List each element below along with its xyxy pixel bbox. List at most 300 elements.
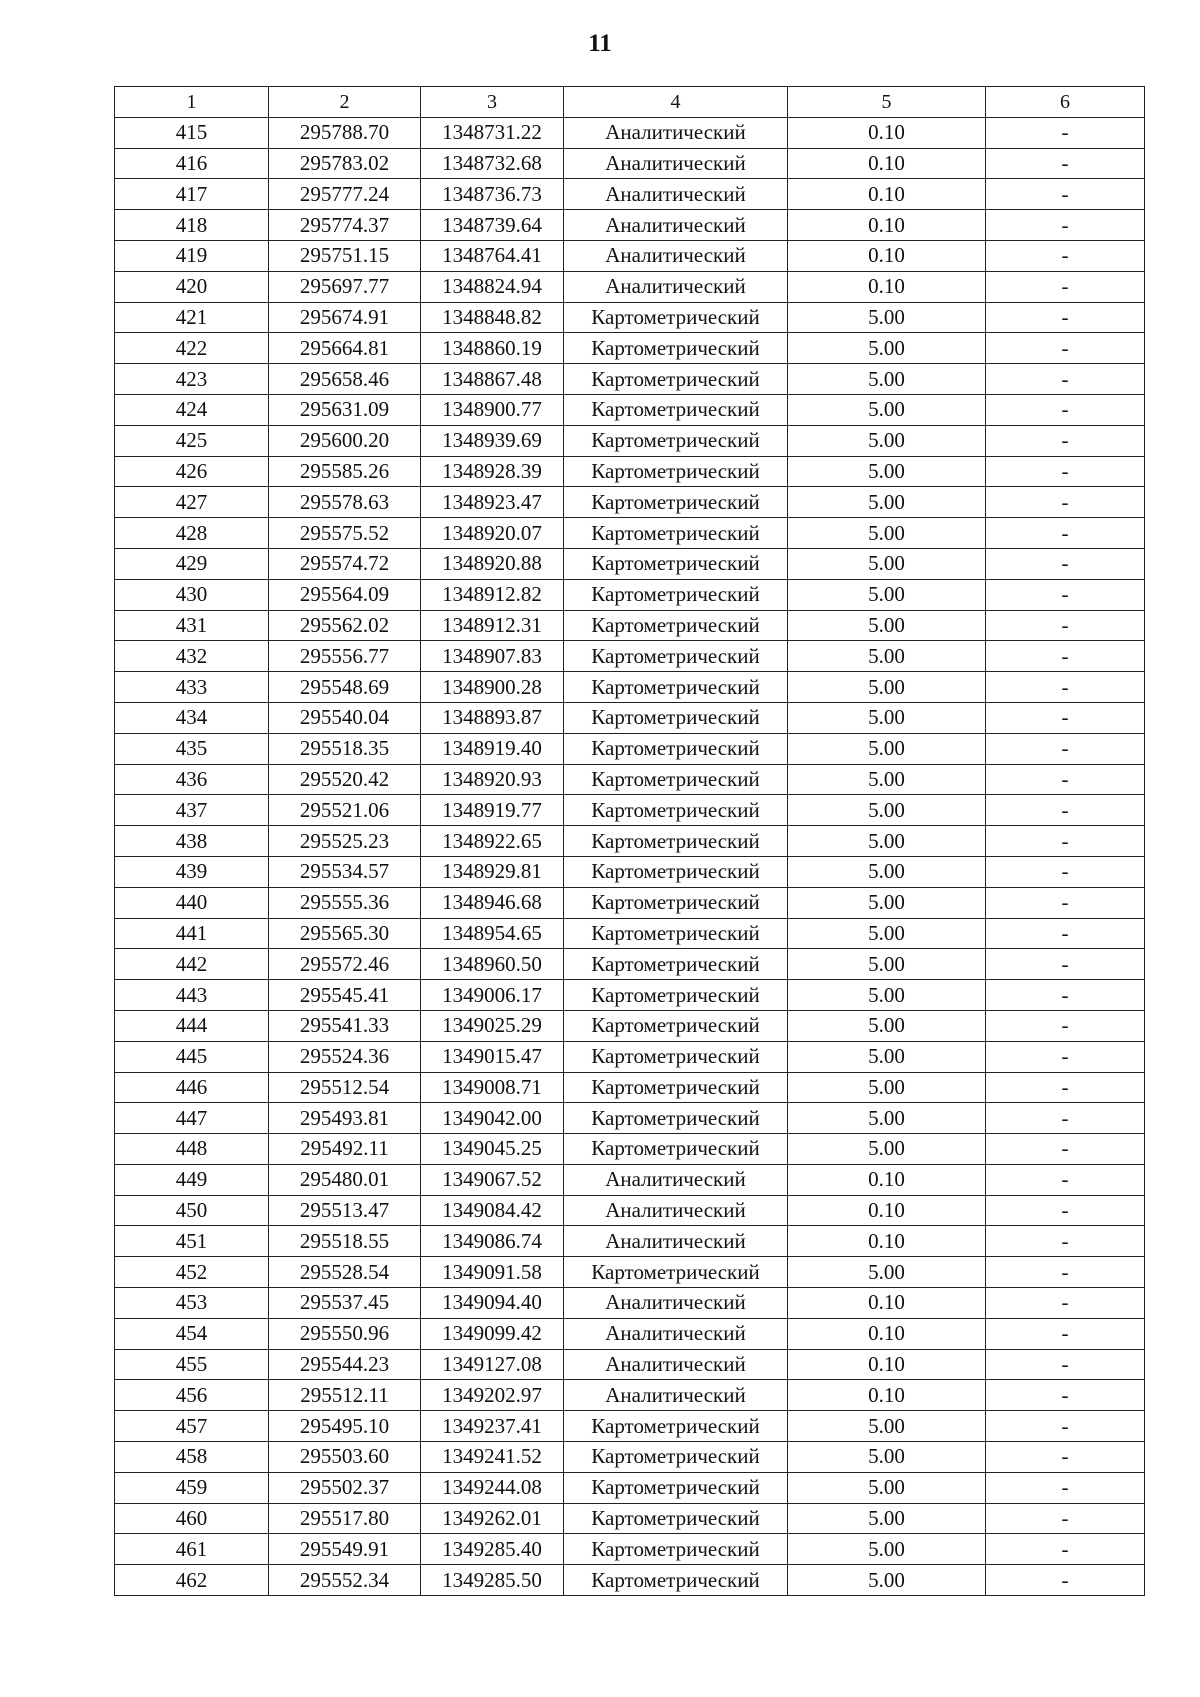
note-cell: - [986, 1195, 1145, 1226]
y-coordinate-cell: 1348923.47 [421, 487, 564, 518]
accuracy-cell: 5.00 [788, 1103, 986, 1134]
accuracy-cell: 5.00 [788, 456, 986, 487]
table-row [115, 394, 1145, 425]
note-cell: - [986, 425, 1145, 456]
method-cell: Картометрический [564, 1041, 788, 1072]
y-coordinate-cell: 1348920.07 [421, 518, 564, 549]
point-number-cell: 454 [115, 1318, 269, 1349]
accuracy-cell: 5.00 [788, 548, 986, 579]
method-cell: Картометрический [564, 1565, 788, 1596]
x-coordinate-cell: 295513.47 [269, 1195, 421, 1226]
point-number-cell: 421 [115, 302, 269, 333]
note-cell: - [986, 1442, 1145, 1473]
method-cell: Картометрический [564, 425, 788, 456]
table-row [115, 302, 1145, 333]
y-coordinate-cell: 1348919.40 [421, 733, 564, 764]
y-coordinate-cell: 1348912.31 [421, 610, 564, 641]
accuracy-cell: 5.00 [788, 672, 986, 703]
note-cell: - [986, 1411, 1145, 1442]
table-row [115, 887, 1145, 918]
note-cell: - [986, 1380, 1145, 1411]
method-cell: Картометрический [564, 980, 788, 1011]
method-cell: Аналитический [564, 1349, 788, 1380]
accuracy-cell: 5.00 [788, 795, 986, 826]
x-coordinate-cell: 295600.20 [269, 425, 421, 456]
y-coordinate-cell: 1349091.58 [421, 1257, 564, 1288]
y-coordinate-cell: 1348732.68 [421, 148, 564, 179]
x-coordinate-cell: 295502.37 [269, 1472, 421, 1503]
point-number-cell: 433 [115, 672, 269, 703]
point-number-cell: 431 [115, 610, 269, 641]
y-coordinate-cell: 1349084.42 [421, 1195, 564, 1226]
accuracy-cell: 5.00 [788, 487, 986, 518]
point-number-cell: 453 [115, 1288, 269, 1319]
method-cell: Картометрический [564, 1442, 788, 1473]
method-cell: Аналитический [564, 210, 788, 241]
x-coordinate-cell: 295548.69 [269, 672, 421, 703]
table-row [115, 456, 1145, 487]
point-number-cell: 427 [115, 487, 269, 518]
x-coordinate-cell: 295525.23 [269, 826, 421, 857]
note-cell: - [986, 364, 1145, 395]
point-number-cell: 428 [115, 518, 269, 549]
note-cell: - [986, 210, 1145, 241]
table-row [115, 1411, 1145, 1442]
point-number-cell: 429 [115, 548, 269, 579]
x-coordinate-cell: 295788.70 [269, 117, 421, 148]
note-cell: - [986, 733, 1145, 764]
x-coordinate-cell: 295545.41 [269, 980, 421, 1011]
point-number-cell: 418 [115, 210, 269, 241]
table-row [115, 425, 1145, 456]
note-cell: - [986, 394, 1145, 425]
method-cell: Картометрический [564, 1503, 788, 1534]
y-coordinate-cell: 1348764.41 [421, 240, 564, 271]
table-row [115, 1380, 1145, 1411]
x-coordinate-cell: 295503.60 [269, 1442, 421, 1473]
table-body [115, 87, 1145, 1596]
method-cell: Картометрический [564, 579, 788, 610]
method-cell: Аналитический [564, 1164, 788, 1195]
y-coordinate-cell: 1348954.65 [421, 918, 564, 949]
table-row [115, 240, 1145, 271]
point-number-cell: 448 [115, 1134, 269, 1165]
y-coordinate-cell: 1348920.88 [421, 548, 564, 579]
table-row [115, 1164, 1145, 1195]
y-coordinate-cell: 1348736.73 [421, 179, 564, 210]
x-coordinate-cell: 295564.09 [269, 579, 421, 610]
accuracy-cell: 0.10 [788, 1318, 986, 1349]
method-cell: Аналитический [564, 117, 788, 148]
accuracy-cell: 0.10 [788, 148, 986, 179]
y-coordinate-cell: 1348848.82 [421, 302, 564, 333]
table-row [115, 1565, 1145, 1596]
y-coordinate-cell: 1349086.74 [421, 1226, 564, 1257]
x-coordinate-cell: 295534.57 [269, 856, 421, 887]
point-number-cell: 445 [115, 1041, 269, 1072]
table-row [115, 1072, 1145, 1103]
point-number-cell: 424 [115, 394, 269, 425]
y-coordinate-cell: 1349285.40 [421, 1534, 564, 1565]
method-cell: Картометрический [564, 702, 788, 733]
accuracy-cell: 5.00 [788, 1534, 986, 1565]
accuracy-cell: 0.10 [788, 1349, 986, 1380]
x-coordinate-cell: 295664.81 [269, 333, 421, 364]
note-cell: - [986, 240, 1145, 271]
accuracy-cell: 0.10 [788, 1195, 986, 1226]
method-cell: Картометрический [564, 518, 788, 549]
table-header-row [115, 87, 1145, 118]
table-row [115, 1349, 1145, 1380]
accuracy-cell: 0.10 [788, 1226, 986, 1257]
accuracy-cell: 5.00 [788, 333, 986, 364]
note-cell: - [986, 1472, 1145, 1503]
point-number-cell: 436 [115, 764, 269, 795]
x-coordinate-cell: 295537.45 [269, 1288, 421, 1319]
table-row [115, 1010, 1145, 1041]
note-cell: - [986, 1134, 1145, 1165]
accuracy-cell: 5.00 [788, 918, 986, 949]
accuracy-cell: 5.00 [788, 1565, 986, 1596]
method-cell: Картометрический [564, 1472, 788, 1503]
point-number-cell: 435 [115, 733, 269, 764]
table-row [115, 117, 1145, 148]
x-coordinate-cell: 295631.09 [269, 394, 421, 425]
table-row [115, 641, 1145, 672]
x-coordinate-cell: 295480.01 [269, 1164, 421, 1195]
method-cell: Аналитический [564, 1288, 788, 1319]
accuracy-cell: 5.00 [788, 394, 986, 425]
accuracy-cell: 5.00 [788, 764, 986, 795]
table-row [115, 1318, 1145, 1349]
header-cell-1: 1 [115, 87, 269, 118]
x-coordinate-cell: 295549.91 [269, 1534, 421, 1565]
point-number-cell: 439 [115, 856, 269, 887]
table-row [115, 1442, 1145, 1473]
note-cell: - [986, 1565, 1145, 1596]
method-cell: Картометрический [564, 826, 788, 857]
y-coordinate-cell: 1348922.65 [421, 826, 564, 857]
accuracy-cell: 5.00 [788, 364, 986, 395]
x-coordinate-cell: 295495.10 [269, 1411, 421, 1442]
x-coordinate-cell: 295552.34 [269, 1565, 421, 1596]
table-row [115, 1257, 1145, 1288]
accuracy-cell: 0.10 [788, 210, 986, 241]
point-number-cell: 425 [115, 425, 269, 456]
note-cell: - [986, 795, 1145, 826]
note-cell: - [986, 856, 1145, 887]
method-cell: Картометрический [564, 394, 788, 425]
x-coordinate-cell: 295518.55 [269, 1226, 421, 1257]
y-coordinate-cell: 1349015.47 [421, 1041, 564, 1072]
note-cell: - [986, 579, 1145, 610]
method-cell: Картометрический [564, 795, 788, 826]
accuracy-cell: 0.10 [788, 1380, 986, 1411]
accuracy-cell: 5.00 [788, 980, 986, 1011]
method-cell: Аналитический [564, 1318, 788, 1349]
point-number-cell: 441 [115, 918, 269, 949]
x-coordinate-cell: 295562.02 [269, 610, 421, 641]
table-row [115, 579, 1145, 610]
method-cell: Картометрический [564, 1257, 788, 1288]
table-row [115, 1134, 1145, 1165]
method-cell: Картометрический [564, 487, 788, 518]
table-row [115, 672, 1145, 703]
y-coordinate-cell: 1348900.28 [421, 672, 564, 703]
method-cell: Картометрический [564, 610, 788, 641]
table-row [115, 826, 1145, 857]
point-number-cell: 459 [115, 1472, 269, 1503]
accuracy-cell: 5.00 [788, 1134, 986, 1165]
method-cell: Картометрический [564, 302, 788, 333]
y-coordinate-cell: 1348946.68 [421, 887, 564, 918]
method-cell: Аналитический [564, 179, 788, 210]
note-cell: - [986, 1349, 1145, 1380]
method-cell: Аналитический [564, 1226, 788, 1257]
x-coordinate-cell: 295565.30 [269, 918, 421, 949]
header-cell-3: 3 [421, 87, 564, 118]
table-row [115, 487, 1145, 518]
x-coordinate-cell: 295555.36 [269, 887, 421, 918]
table-row [115, 949, 1145, 980]
y-coordinate-cell: 1348907.83 [421, 641, 564, 672]
accuracy-cell: 5.00 [788, 856, 986, 887]
method-cell: Картометрический [564, 1072, 788, 1103]
method-cell: Картометрический [564, 1134, 788, 1165]
note-cell: - [986, 641, 1145, 672]
point-number-cell: 442 [115, 949, 269, 980]
point-number-cell: 443 [115, 980, 269, 1011]
x-coordinate-cell: 295751.15 [269, 240, 421, 271]
point-number-cell: 450 [115, 1195, 269, 1226]
accuracy-cell: 0.10 [788, 1164, 986, 1195]
y-coordinate-cell: 1348920.93 [421, 764, 564, 795]
table-row [115, 918, 1145, 949]
note-cell: - [986, 271, 1145, 302]
table-row [115, 364, 1145, 395]
accuracy-cell: 5.00 [788, 610, 986, 641]
accuracy-cell: 5.00 [788, 1257, 986, 1288]
note-cell: - [986, 702, 1145, 733]
note-cell: - [986, 487, 1145, 518]
method-cell: Картометрический [564, 1103, 788, 1134]
accuracy-cell: 0.10 [788, 117, 986, 148]
y-coordinate-cell: 1349025.29 [421, 1010, 564, 1041]
x-coordinate-cell: 295517.80 [269, 1503, 421, 1534]
accuracy-cell: 5.00 [788, 702, 986, 733]
x-coordinate-cell: 295492.11 [269, 1134, 421, 1165]
y-coordinate-cell: 1348824.94 [421, 271, 564, 302]
table-row [115, 1103, 1145, 1134]
point-number-cell: 438 [115, 826, 269, 857]
y-coordinate-cell: 1348912.82 [421, 579, 564, 610]
x-coordinate-cell: 295528.54 [269, 1257, 421, 1288]
note-cell: - [986, 148, 1145, 179]
accuracy-cell: 5.00 [788, 302, 986, 333]
point-number-cell: 437 [115, 795, 269, 826]
point-number-cell: 419 [115, 240, 269, 271]
point-number-cell: 451 [115, 1226, 269, 1257]
note-cell: - [986, 1288, 1145, 1319]
header-cell-6: 6 [986, 87, 1145, 118]
method-cell: Аналитический [564, 1195, 788, 1226]
x-coordinate-cell: 295512.54 [269, 1072, 421, 1103]
y-coordinate-cell: 1349094.40 [421, 1288, 564, 1319]
note-cell: - [986, 764, 1145, 795]
accuracy-cell: 5.00 [788, 579, 986, 610]
point-number-cell: 417 [115, 179, 269, 210]
note-cell: - [986, 887, 1145, 918]
accuracy-cell: 5.00 [788, 1442, 986, 1473]
x-coordinate-cell: 295658.46 [269, 364, 421, 395]
x-coordinate-cell: 295585.26 [269, 456, 421, 487]
note-cell: - [986, 1534, 1145, 1565]
x-coordinate-cell: 295783.02 [269, 148, 421, 179]
accuracy-cell: 5.00 [788, 1041, 986, 1072]
point-number-cell: 446 [115, 1072, 269, 1103]
accuracy-cell: 5.00 [788, 1472, 986, 1503]
point-number-cell: 447 [115, 1103, 269, 1134]
table-row [115, 980, 1145, 1011]
table-row [115, 1503, 1145, 1534]
accuracy-cell: 5.00 [788, 641, 986, 672]
note-cell: - [986, 1503, 1145, 1534]
accuracy-cell: 5.00 [788, 826, 986, 857]
point-number-cell: 452 [115, 1257, 269, 1288]
note-cell: - [986, 1103, 1145, 1134]
point-number-cell: 462 [115, 1565, 269, 1596]
x-coordinate-cell: 295544.23 [269, 1349, 421, 1380]
y-coordinate-cell: 1349006.17 [421, 980, 564, 1011]
note-cell: - [986, 826, 1145, 857]
header-cell-2: 2 [269, 87, 421, 118]
y-coordinate-cell: 1348939.69 [421, 425, 564, 456]
point-number-cell: 434 [115, 702, 269, 733]
point-number-cell: 423 [115, 364, 269, 395]
x-coordinate-cell: 295774.37 [269, 210, 421, 241]
header-cell-4: 4 [564, 87, 788, 118]
table-row [115, 210, 1145, 241]
accuracy-cell: 5.00 [788, 1503, 986, 1534]
method-cell: Картометрический [564, 1010, 788, 1041]
accuracy-cell: 5.00 [788, 518, 986, 549]
note-cell: - [986, 333, 1145, 364]
y-coordinate-cell: 1349202.97 [421, 1380, 564, 1411]
y-coordinate-cell: 1348928.39 [421, 456, 564, 487]
table-row [115, 179, 1145, 210]
y-coordinate-cell: 1349262.01 [421, 1503, 564, 1534]
note-cell: - [986, 117, 1145, 148]
point-number-cell: 415 [115, 117, 269, 148]
x-coordinate-cell: 295521.06 [269, 795, 421, 826]
method-cell: Картометрический [564, 1411, 788, 1442]
y-coordinate-cell: 1349237.41 [421, 1411, 564, 1442]
method-cell: Картометрический [564, 1534, 788, 1565]
method-cell: Картометрический [564, 456, 788, 487]
x-coordinate-cell: 295524.36 [269, 1041, 421, 1072]
y-coordinate-cell: 1349244.08 [421, 1472, 564, 1503]
method-cell: Картометрический [564, 672, 788, 703]
accuracy-cell: 5.00 [788, 425, 986, 456]
x-coordinate-cell: 295512.11 [269, 1380, 421, 1411]
method-cell: Картометрический [564, 949, 788, 980]
y-coordinate-cell: 1349008.71 [421, 1072, 564, 1103]
x-coordinate-cell: 295556.77 [269, 641, 421, 672]
table-row [115, 1041, 1145, 1072]
table-row [115, 610, 1145, 641]
y-coordinate-cell: 1349067.52 [421, 1164, 564, 1195]
y-coordinate-cell: 1348893.87 [421, 702, 564, 733]
table-row [115, 1195, 1145, 1226]
note-cell: - [986, 518, 1145, 549]
x-coordinate-cell: 295550.96 [269, 1318, 421, 1349]
note-cell: - [986, 918, 1145, 949]
method-cell: Картометрический [564, 856, 788, 887]
x-coordinate-cell: 295540.04 [269, 702, 421, 733]
y-coordinate-cell: 1348900.77 [421, 394, 564, 425]
point-number-cell: 456 [115, 1380, 269, 1411]
y-coordinate-cell: 1348731.22 [421, 117, 564, 148]
x-coordinate-cell: 295520.42 [269, 764, 421, 795]
y-coordinate-cell: 1349042.00 [421, 1103, 564, 1134]
method-cell: Аналитический [564, 1380, 788, 1411]
method-cell: Аналитический [564, 148, 788, 179]
note-cell: - [986, 672, 1145, 703]
table-row [115, 548, 1145, 579]
table-row [115, 1288, 1145, 1319]
table-row [115, 271, 1145, 302]
point-number-cell: 458 [115, 1442, 269, 1473]
note-cell: - [986, 980, 1145, 1011]
note-cell: - [986, 302, 1145, 333]
point-number-cell: 449 [115, 1164, 269, 1195]
table-row [115, 518, 1145, 549]
accuracy-cell: 0.10 [788, 179, 986, 210]
y-coordinate-cell: 1348929.81 [421, 856, 564, 887]
y-coordinate-cell: 1348867.48 [421, 364, 564, 395]
table-row [115, 856, 1145, 887]
y-coordinate-cell: 1349285.50 [421, 1565, 564, 1596]
y-coordinate-cell: 1348919.77 [421, 795, 564, 826]
note-cell: - [986, 456, 1145, 487]
method-cell: Аналитический [564, 271, 788, 302]
accuracy-cell: 0.10 [788, 240, 986, 271]
note-cell: - [986, 1257, 1145, 1288]
accuracy-cell: 5.00 [788, 949, 986, 980]
y-coordinate-cell: 1348860.19 [421, 333, 564, 364]
point-number-cell: 430 [115, 579, 269, 610]
point-number-cell: 440 [115, 887, 269, 918]
note-cell: - [986, 1010, 1145, 1041]
note-cell: - [986, 1318, 1145, 1349]
table-row [115, 148, 1145, 179]
accuracy-cell: 5.00 [788, 733, 986, 764]
x-coordinate-cell: 295575.52 [269, 518, 421, 549]
note-cell: - [986, 610, 1145, 641]
x-coordinate-cell: 295493.81 [269, 1103, 421, 1134]
table-row [115, 702, 1145, 733]
x-coordinate-cell: 295697.77 [269, 271, 421, 302]
y-coordinate-cell: 1348960.50 [421, 949, 564, 980]
table-row [115, 1472, 1145, 1503]
table-row [115, 333, 1145, 364]
table-row [115, 764, 1145, 795]
accuracy-cell: 5.00 [788, 1411, 986, 1442]
method-cell: Картометрический [564, 364, 788, 395]
note-cell: - [986, 179, 1145, 210]
page-number: 11 [588, 30, 612, 57]
header-cell-5: 5 [788, 87, 986, 118]
